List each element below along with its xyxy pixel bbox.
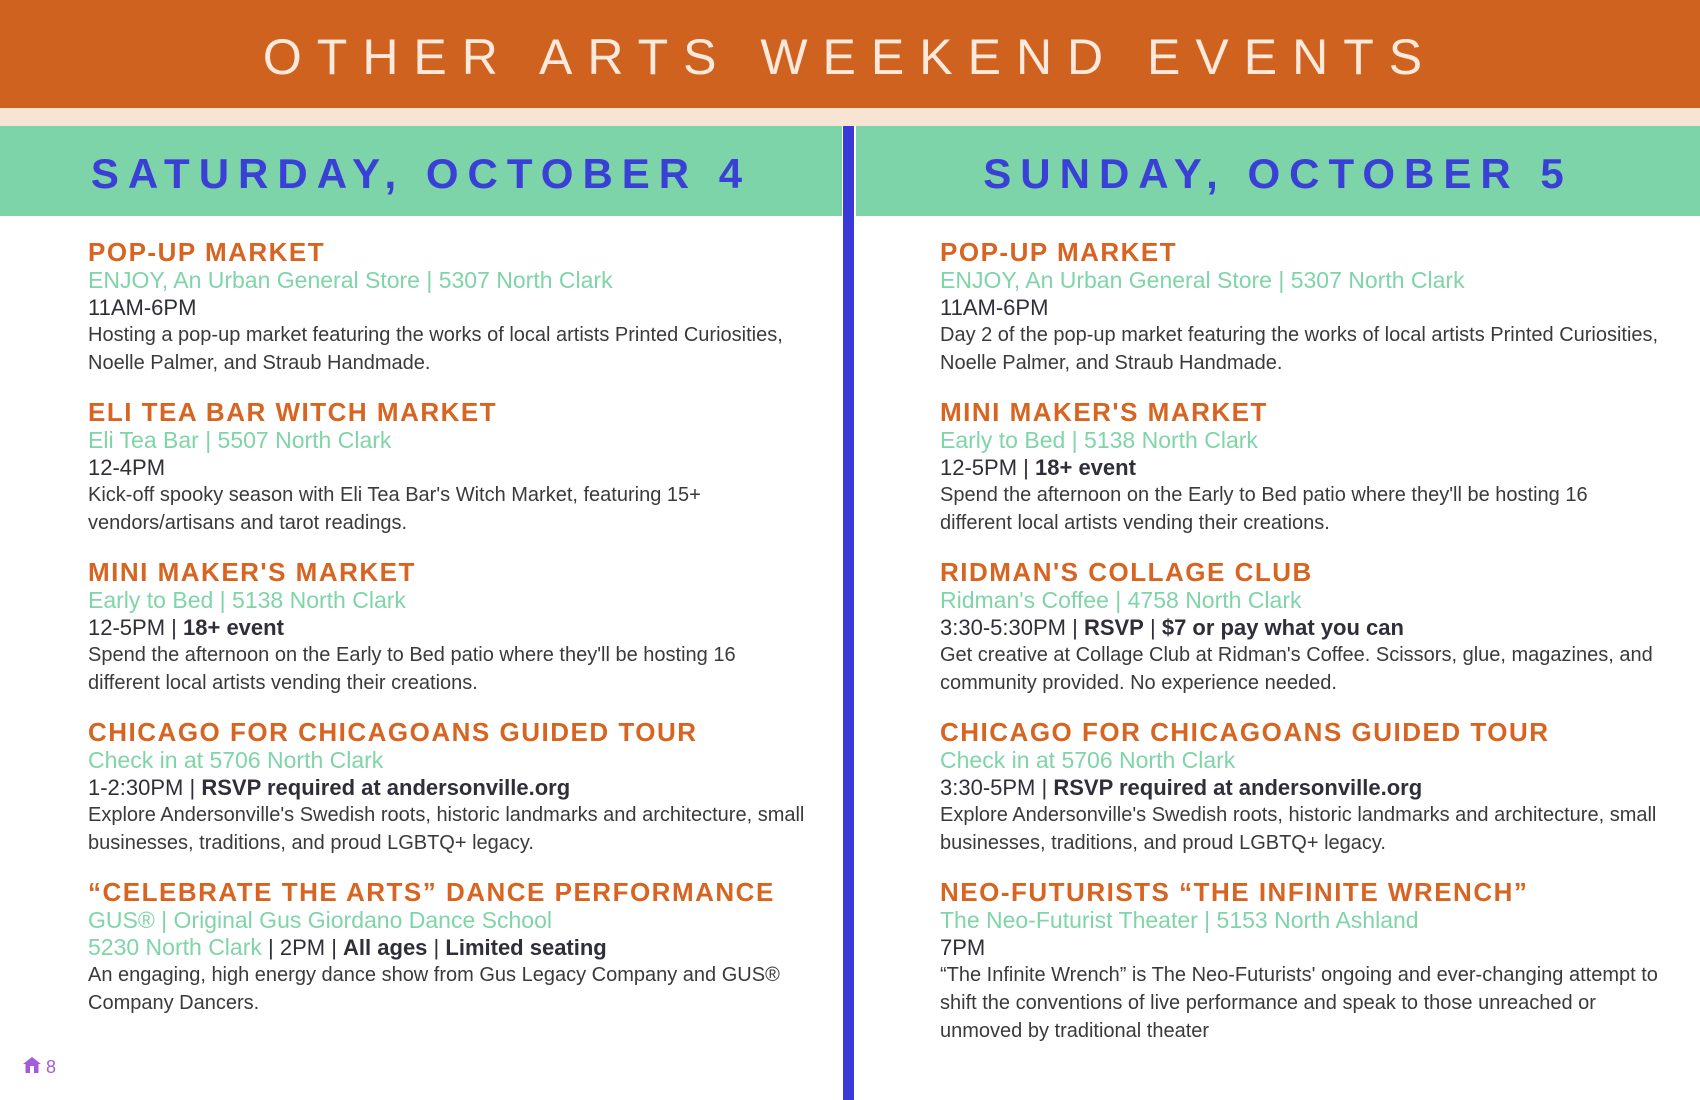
event-location: Ridman's Coffee | 4758 North Clark [940,587,1302,613]
event-description: Explore Andersonville's Swedish roots, historic landmarks and architecture, small businesses, traditions, and proud LGBTQ+ legacy. [88,804,805,854]
event-note: RSVP required at andersonville.org [1053,775,1423,800]
saturday-bar [0,126,842,216]
event-time-line: 12-5PM | 18+ event [88,615,284,640]
event-item [940,717,1660,857]
event-item [88,557,808,697]
saturday-column [88,237,808,1037]
event-note: RSVP [1083,615,1144,640]
column-divider [843,126,854,1100]
saturday-heading: SATURDAY, OCTOBER 4 [90,150,752,197]
event-note: All ages [343,935,428,960]
event-location: Eli Tea Bar | 5507 North Clark [88,427,392,453]
event-item [88,237,808,377]
event-time: 2PM [279,935,326,960]
event-item [940,237,1660,377]
event-description: An engaging, high energy dance show from Gus Legacy Company and GUS® Company Dancers. [88,964,780,1014]
sunday-heading: SUNDAY, OCTOBER 5 [983,150,1573,197]
cream-strip [0,108,1700,126]
header-banner [0,0,1700,108]
event-time: 12-4PM [88,455,166,480]
event-description: Day 2 of the pop-up market featuring the works of local artists Printed Curiosities, Noelle Palmer, and Straub Handmade. [940,324,1659,374]
event-title: CHICAGO FOR CHICAGOANS GUIDED TOUR [88,717,698,747]
event-time: 11AM-6PM [88,295,197,320]
event-location: GUS® | Original Gus Giordano Dance School [88,907,552,933]
event-time: 12-5PM [88,615,166,640]
event-title: POP-UP MARKET [88,237,326,267]
event-description: Spend the afternoon on the Early to Bed patio where they'll be hosting 16 different local artists vending their creations. [940,484,1588,534]
event-title: POP-UP MARKET [940,237,1178,267]
event-location: Check in at 5706 North Clark [88,747,384,773]
page-number-label: 8 [46,1057,57,1077]
event-title: NEO-FUTURISTS “THE INFINITE WRENCH” [940,877,1529,907]
event-item [88,717,808,857]
event-time-line: 5230 North Clark | 2PM | All ages | Limited seating [88,934,607,960]
event-description: Explore Andersonville's Swedish roots, historic landmarks and architecture, small businesses, traditions, and proud LGBTQ+ legacy. [940,804,1657,854]
event-time-line: 12-5PM | 18+ event [940,455,1136,480]
event-title: “CELEBRATE THE ARTS” DANCE PERFORMANCE [88,877,775,907]
event-note: RSVP required at andersonville.org [201,775,571,800]
event-time: 12-5PM [940,455,1018,480]
event-title: MINI MAKER'S MARKET [940,397,1268,427]
page-number [22,1056,56,1079]
event-title: MINI MAKER'S MARKET [88,557,416,587]
event-location: Check in at 5706 North Clark [940,747,1236,773]
event-description: Hosting a pop-up market featuring the works of local artists Printed Curiosities, Noelle Palmer, and Straub Handmade. [88,324,783,374]
event-description: Get creative at Collage Club at Ridman's Coffee. Scissors, glue, magazines, and community provided. No experience needed. [940,644,1653,694]
event-item [88,397,808,537]
event-title: CHICAGO FOR CHICAGOANS GUIDED TOUR [940,717,1550,747]
event-location: The Neo-Futurist Theater | 5153 North Ashland [940,907,1419,933]
event-title: ELI TEA BAR WITCH MARKET [88,397,498,427]
event-note: 18+ event [183,615,284,640]
event-time: 3:30-5:30PM [940,615,1066,640]
event-item [940,877,1660,1045]
event-time-line: 3:30-5:30PM | RSVP | $7 or pay what you can [940,615,1404,640]
event-location: ENJOY, An Urban General Store | 5307 North Clark [88,267,613,293]
sunday-column [940,237,1660,1065]
event-time: 3:30-5PM [940,775,1036,800]
event-description: Spend the afternoon on the Early to Bed patio where they'll be hosting 16 different local artists vending their creations. [88,644,736,694]
event-location: ENJOY, An Urban General Store | 5307 North Clark [940,267,1465,293]
event-time-line: 1-2:30PM | RSVP required at andersonville.org [88,775,571,800]
event-time: 11AM-6PM [940,295,1049,320]
event-location: Early to Bed | 5138 North Clark [88,587,406,613]
home-icon [22,1056,42,1079]
event-item [88,877,808,1017]
event-time: 7PM [940,935,986,960]
event-note: Limited seating [445,935,607,960]
event-address: 5230 North Clark [88,934,262,960]
event-item [940,557,1660,697]
event-time: 1-2:30PM [88,775,184,800]
event-location: Early to Bed | 5138 North Clark [940,427,1258,453]
event-time-line: 3:30-5PM | RSVP required at andersonville.org [940,775,1423,800]
event-note: $7 or pay what you can [1161,615,1404,640]
event-title: RIDMAN'S COLLAGE CLUB [940,557,1313,587]
event-description: “The Infinite Wrench” is The Neo-Futurists' ongoing and ever-changing attempt to shift the conventions of live performance and speak to those unreached or unmoved by traditional theater [940,964,1658,1042]
event-description: Kick-off spooky season with Eli Tea Bar's Witch Market, featuring 15+ vendors/artisans and tarot readings. [88,484,701,534]
sunday-bar [856,126,1700,216]
page-title: OTHER ARTS WEEKEND EVENTS [262,29,1438,85]
event-item [940,397,1660,537]
event-note: 18+ event [1035,455,1136,480]
